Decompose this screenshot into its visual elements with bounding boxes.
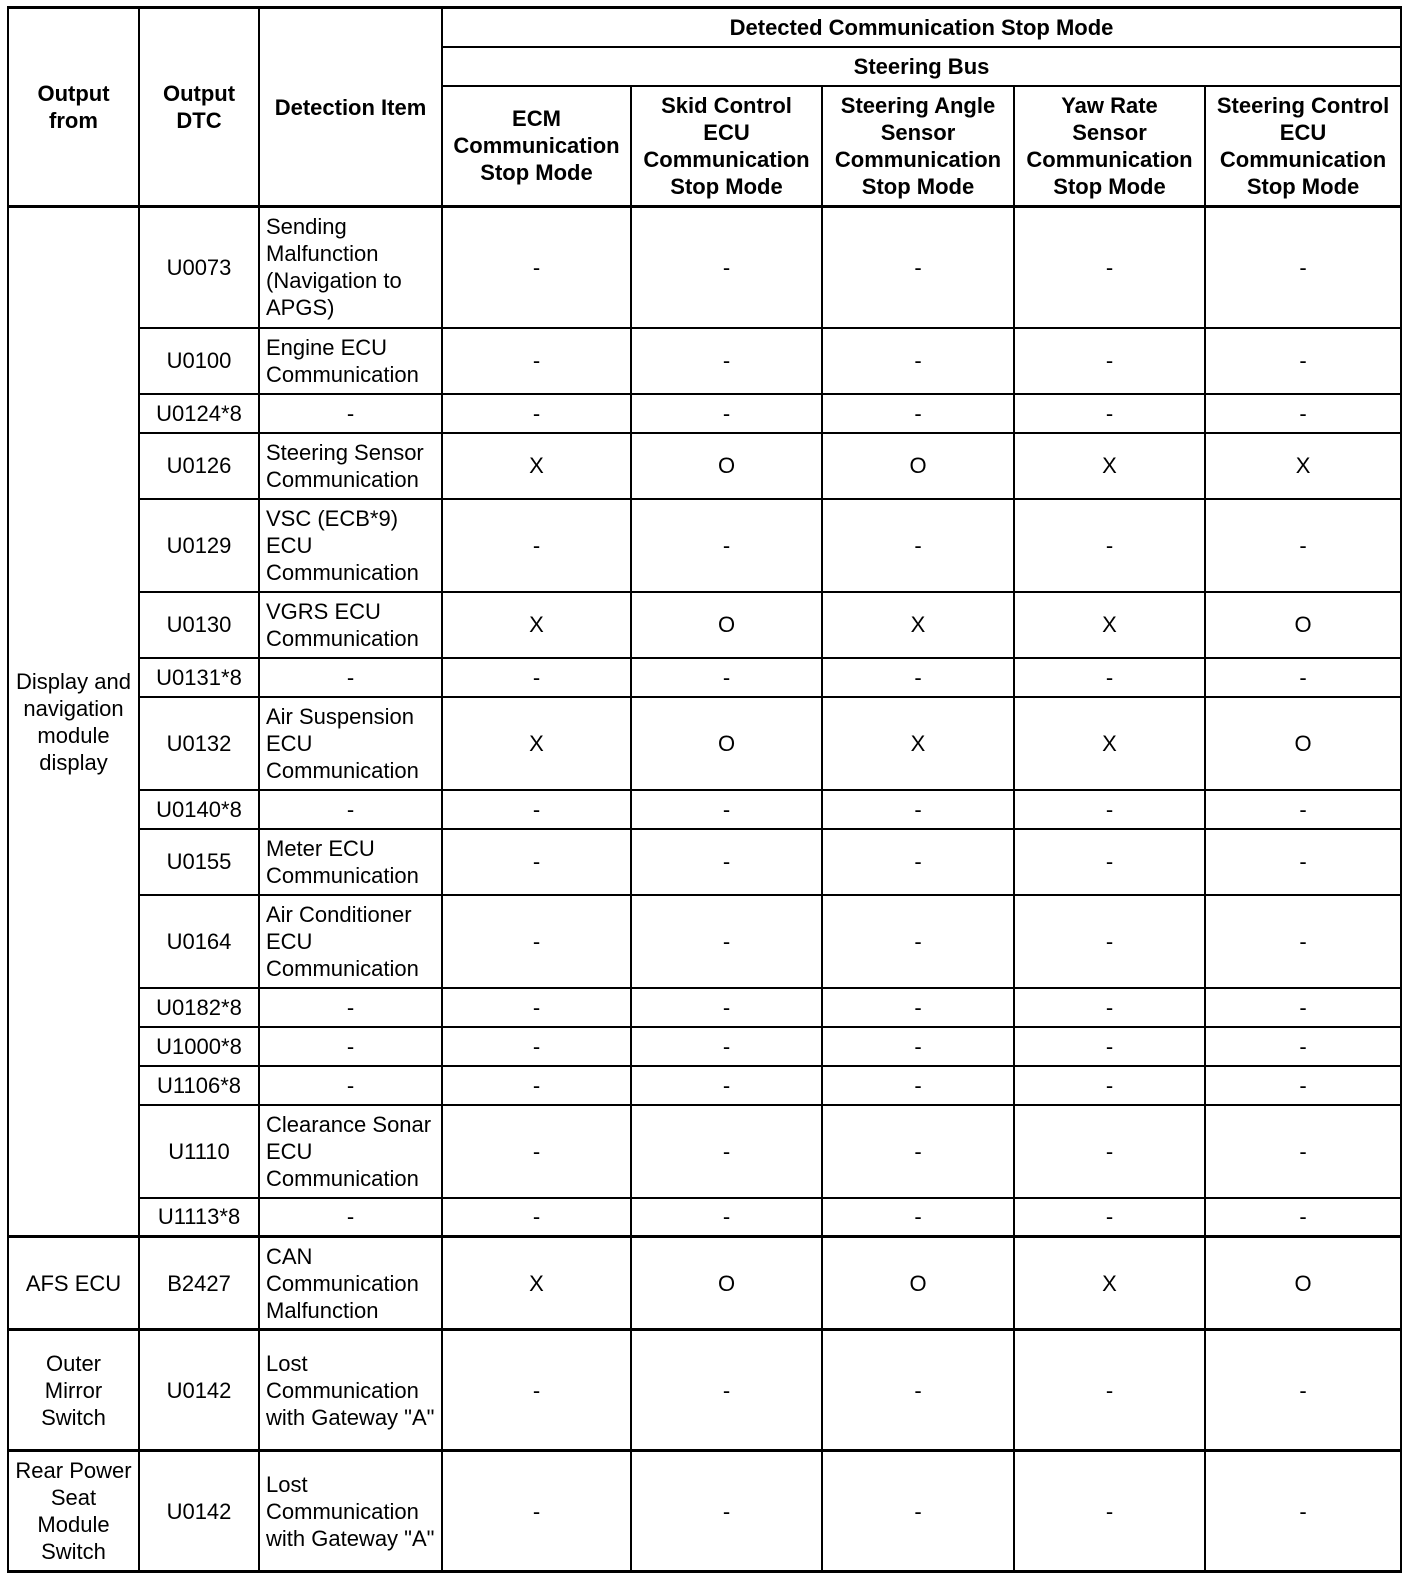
output-dtc-header: Output DTC — [139, 8, 259, 207]
table-row — [8, 1237, 1401, 1330]
stop-mode-value-cell: - — [631, 829, 822, 895]
stop-mode-value-cell: - — [822, 394, 1014, 433]
stop-mode-value-cell: - — [442, 790, 631, 829]
stop-mode-value-cell: - — [631, 658, 822, 697]
output-from-cell: Outer Mirror Switch — [8, 1330, 139, 1451]
stop-mode-value-cell: - — [631, 499, 822, 592]
stop-mode-value-cell: X — [1014, 697, 1205, 790]
stop-mode-value-cell: - — [631, 1330, 822, 1451]
table-row — [8, 658, 1401, 697]
stop-mode-value-cell: - — [1205, 207, 1401, 328]
stop-mode-value-cell: O — [1205, 697, 1401, 790]
stop-mode-value-cell: X — [1014, 1237, 1205, 1330]
detection-item-cell: Steering Sensor Communication — [259, 433, 442, 499]
table-row — [8, 1105, 1401, 1198]
stop-mode-value-cell: - — [631, 895, 822, 988]
table-row — [8, 592, 1401, 658]
stop-mode-value-cell: - — [822, 1105, 1014, 1198]
dtc-code-cell: B2427 — [139, 1237, 259, 1330]
stop-mode-value-cell: X — [442, 1237, 631, 1330]
table-header — [8, 8, 1401, 207]
stop-mode-value-cell: - — [1205, 790, 1401, 829]
stop-mode-value-cell: - — [1205, 1105, 1401, 1198]
detection-item-cell: - — [259, 658, 442, 697]
dtc-code-cell: U1000*8 — [139, 1027, 259, 1066]
detection-item-cell: VSC (ECB*9) ECU Communication — [259, 499, 442, 592]
stop-mode-value-cell: X — [822, 697, 1014, 790]
stop-mode-value-cell: - — [822, 988, 1014, 1027]
stop-mode-value-cell: - — [442, 1066, 631, 1105]
mode-header-yaw-rate: Yaw Rate Sensor Communication Stop Mode — [1014, 86, 1205, 207]
table-row — [8, 328, 1401, 394]
stop-mode-value-cell: - — [631, 790, 822, 829]
table-row — [8, 394, 1401, 433]
stop-mode-value-cell: - — [442, 1451, 631, 1572]
stop-mode-value-cell: - — [822, 1330, 1014, 1451]
stop-mode-value-cell: X — [1205, 433, 1401, 499]
stop-mode-value-cell: - — [1014, 988, 1205, 1027]
stop-mode-value-cell: X — [1014, 592, 1205, 658]
stop-mode-value-cell: - — [1205, 829, 1401, 895]
detection-item-cell: - — [259, 1027, 442, 1066]
detection-item-cell: - — [259, 1066, 442, 1105]
mode-header-steering-angle: Steering Angle Sensor Communication Stop Mode — [822, 86, 1014, 207]
stop-mode-value-cell: - — [822, 499, 1014, 592]
detected-stop-mode-header: Detected Communication Stop Mode — [442, 8, 1401, 47]
stop-mode-value-cell: - — [1014, 895, 1205, 988]
detection-item-cell: Engine ECU Communication — [259, 328, 442, 394]
dtc-code-cell: U0182*8 — [139, 988, 259, 1027]
stop-mode-value-cell: - — [822, 1451, 1014, 1572]
detection-item-cell: Lost Communication with Gateway "A" — [259, 1451, 442, 1572]
stop-mode-value-cell: - — [1014, 1451, 1205, 1572]
table-row — [8, 790, 1401, 829]
stop-mode-value-cell: - — [1014, 1105, 1205, 1198]
detection-item-cell: - — [259, 988, 442, 1027]
stop-mode-value-cell: - — [631, 1451, 822, 1572]
detection-item-cell: Sending Malfunction (Navigation to APGS) — [259, 207, 442, 328]
table-row — [8, 829, 1401, 895]
dtc-code-cell: U1106*8 — [139, 1066, 259, 1105]
dtc-code-cell: U0130 — [139, 592, 259, 658]
stop-mode-value-cell: - — [1014, 394, 1205, 433]
output-from-cell: Rear Power Seat Module Switch — [8, 1451, 139, 1572]
stop-mode-value-cell: - — [822, 1066, 1014, 1105]
dtc-code-cell: U0124*8 — [139, 394, 259, 433]
stop-mode-value-cell: - — [1014, 1330, 1205, 1451]
stop-mode-value-cell: - — [1014, 790, 1205, 829]
stop-mode-value-cell: O — [631, 592, 822, 658]
stop-mode-value-cell: - — [822, 829, 1014, 895]
stop-mode-value-cell: - — [442, 658, 631, 697]
stop-mode-value-cell: O — [822, 1237, 1014, 1330]
stop-mode-value-cell: X — [442, 592, 631, 658]
stop-mode-value-cell: - — [1205, 328, 1401, 394]
dtc-code-cell: U0164 — [139, 895, 259, 988]
stop-mode-value-cell: - — [1205, 1066, 1401, 1105]
stop-mode-value-cell: - — [822, 895, 1014, 988]
stop-mode-value-cell: - — [822, 328, 1014, 394]
stop-mode-value-cell: - — [1014, 1027, 1205, 1066]
dtc-code-cell: U1110 — [139, 1105, 259, 1198]
dtc-code-cell: U0155 — [139, 829, 259, 895]
detection-item-cell: VGRS ECU Communication — [259, 592, 442, 658]
table-row — [8, 499, 1401, 592]
table-row — [8, 207, 1401, 328]
mode-header-ecm: ECM Communication Stop Mode — [442, 86, 631, 207]
stop-mode-value-cell: - — [442, 499, 631, 592]
stop-mode-value-cell: - — [442, 988, 631, 1027]
stop-mode-value-cell: - — [1205, 1451, 1401, 1572]
stop-mode-value-cell: X — [442, 433, 631, 499]
stop-mode-value-cell: - — [631, 1105, 822, 1198]
stop-mode-value-cell: - — [1205, 499, 1401, 592]
dtc-code-cell: U0132 — [139, 697, 259, 790]
stop-mode-value-cell: - — [442, 829, 631, 895]
output-from-cell: AFS ECU — [8, 1237, 139, 1330]
stop-mode-value-cell: - — [822, 207, 1014, 328]
table-row — [8, 1027, 1401, 1066]
stop-mode-value-cell: - — [1014, 1066, 1205, 1105]
stop-mode-value-cell: - — [822, 1027, 1014, 1066]
stop-mode-value-cell: - — [442, 394, 631, 433]
detection-item-cell: Air Suspension ECU Communication — [259, 697, 442, 790]
stop-mode-value-cell: - — [822, 658, 1014, 697]
dtc-code-cell: U0073 — [139, 207, 259, 328]
stop-mode-value-cell: - — [442, 1330, 631, 1451]
stop-mode-value-cell: - — [822, 1198, 1014, 1237]
dtc-communication-table — [7, 6, 1402, 1573]
table-row — [8, 1330, 1401, 1451]
detection-item-cell: CAN Communication Malfunction — [259, 1237, 442, 1330]
dtc-code-cell: U0142 — [139, 1451, 259, 1572]
stop-mode-value-cell: - — [631, 1066, 822, 1105]
dtc-code-cell: U0142 — [139, 1330, 259, 1451]
dtc-code-cell: U0129 — [139, 499, 259, 592]
table-row — [8, 697, 1401, 790]
stop-mode-value-cell: - — [1014, 499, 1205, 592]
stop-mode-value-cell: - — [1014, 829, 1205, 895]
detection-item-cell: Air Conditioner ECU Communication — [259, 895, 442, 988]
mode-header-skid-control: Skid Control ECU Communication Stop Mode — [631, 86, 822, 207]
detection-item-header: Detection Item — [259, 8, 442, 207]
stop-mode-value-cell: - — [631, 988, 822, 1027]
stop-mode-value-cell: - — [631, 328, 822, 394]
output-from-header: Output from — [8, 8, 139, 207]
stop-mode-value-cell: - — [1205, 895, 1401, 988]
stop-mode-value-cell: - — [442, 895, 631, 988]
stop-mode-value-cell: - — [1014, 207, 1205, 328]
stop-mode-value-cell: - — [1014, 328, 1205, 394]
stop-mode-value-cell: X — [1014, 433, 1205, 499]
stop-mode-value-cell: - — [1205, 1027, 1401, 1066]
detection-item-cell: Lost Communication with Gateway "A" — [259, 1330, 442, 1451]
stop-mode-value-cell: - — [631, 394, 822, 433]
mode-header-steering-control: Steering Control ECU Communication Stop Mode — [1205, 86, 1401, 207]
stop-mode-value-cell: - — [1205, 1198, 1401, 1237]
stop-mode-value-cell: - — [1014, 1198, 1205, 1237]
stop-mode-value-cell: - — [631, 1027, 822, 1066]
dtc-code-cell: U0100 — [139, 328, 259, 394]
stop-mode-value-cell: O — [631, 1237, 822, 1330]
stop-mode-value-cell: X — [442, 697, 631, 790]
detection-item-cell: - — [259, 1198, 442, 1237]
table-row — [8, 433, 1401, 499]
stop-mode-value-cell: - — [442, 328, 631, 394]
detection-item-cell: Meter ECU Communication — [259, 829, 442, 895]
table-row — [8, 1198, 1401, 1237]
stop-mode-value-cell: O — [1205, 592, 1401, 658]
detection-item-cell: Clearance Sonar ECU Communication — [259, 1105, 442, 1198]
table-row — [8, 988, 1401, 1027]
stop-mode-value-cell: - — [631, 207, 822, 328]
stop-mode-value-cell: X — [822, 592, 1014, 658]
dtc-code-cell: U0126 — [139, 433, 259, 499]
detection-item-cell: - — [259, 394, 442, 433]
table-row — [8, 895, 1401, 988]
stop-mode-value-cell: - — [1014, 658, 1205, 697]
output-from-cell: Display and navigation module display — [8, 207, 139, 1237]
stop-mode-value-cell: - — [1205, 658, 1401, 697]
detection-item-cell: - — [259, 790, 442, 829]
dtc-code-cell: U0140*8 — [139, 790, 259, 829]
stop-mode-value-cell: O — [631, 433, 822, 499]
stop-mode-value-cell: - — [631, 1198, 822, 1237]
stop-mode-value-cell: - — [442, 207, 631, 328]
table-body — [8, 207, 1401, 1572]
stop-mode-value-cell: - — [1205, 394, 1401, 433]
stop-mode-value-cell: - — [822, 790, 1014, 829]
stop-mode-value-cell: - — [442, 1027, 631, 1066]
dtc-code-cell: U1113*8 — [139, 1198, 259, 1237]
table-row — [8, 1451, 1401, 1572]
stop-mode-value-cell: - — [442, 1198, 631, 1237]
stop-mode-value-cell: - — [1205, 1330, 1401, 1451]
stop-mode-value-cell: O — [631, 697, 822, 790]
steering-bus-header: Steering Bus — [442, 47, 1401, 86]
table-row — [8, 1066, 1401, 1105]
stop-mode-value-cell: - — [1205, 988, 1401, 1027]
stop-mode-value-cell: - — [442, 1105, 631, 1198]
stop-mode-value-cell: O — [822, 433, 1014, 499]
dtc-code-cell: U0131*8 — [139, 658, 259, 697]
stop-mode-value-cell: O — [1205, 1237, 1401, 1330]
